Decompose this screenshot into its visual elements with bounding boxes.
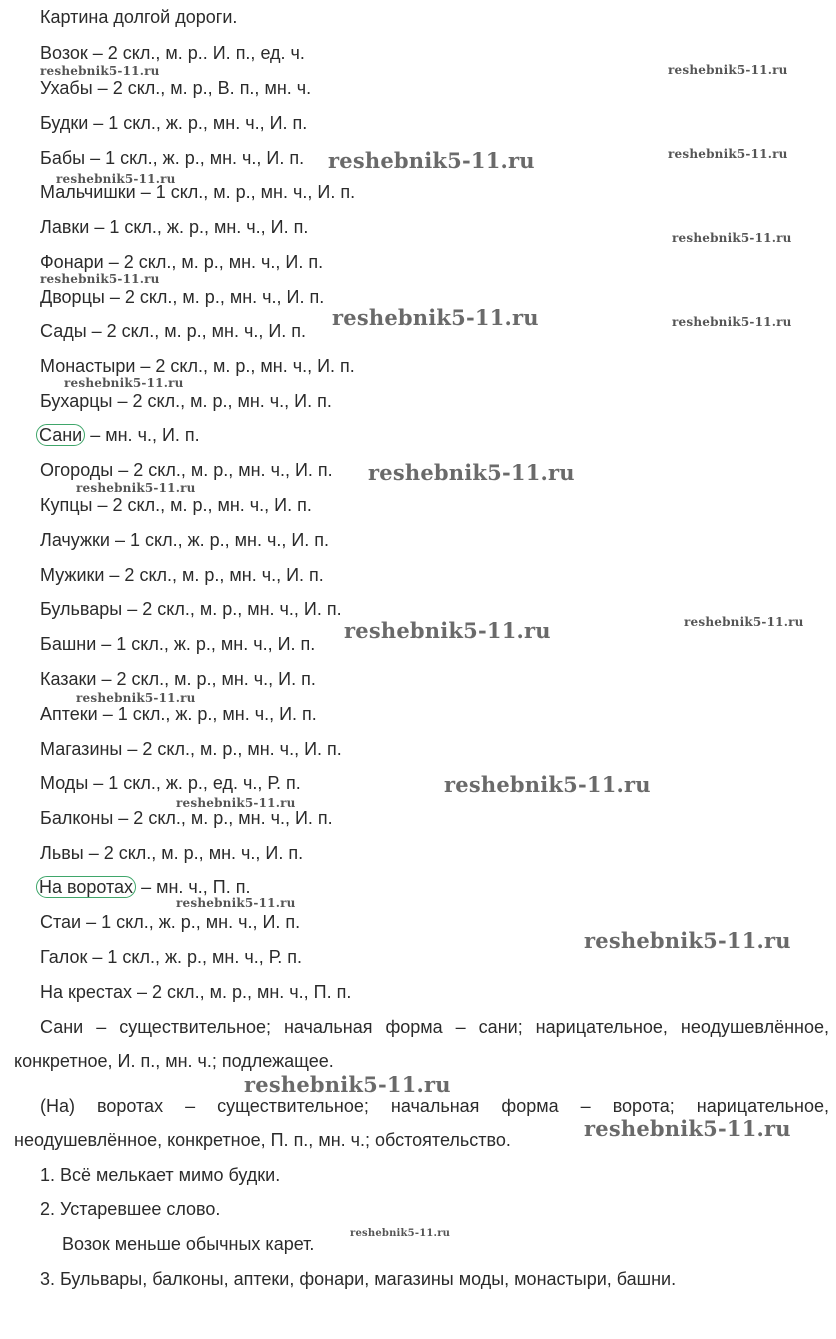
- list-item: Лачужки – 1 скл., ж. р., мн. ч., И. п.: [40, 530, 330, 550]
- watermark: reshebnik5-11.ru: [64, 376, 184, 390]
- watermark: reshebnik5-11.ru: [672, 315, 792, 329]
- list-item: Будки – 1 скл., ж. р., мн. ч., И. п.: [40, 113, 308, 133]
- list-item-text: – мн. ч., И. п.: [90, 425, 200, 445]
- list-item: Бабы – 1 скл., ж. р., мн. ч., И. п.: [40, 148, 305, 168]
- watermark: reshebnik5-11.ru: [40, 64, 160, 78]
- list-item: Лавки – 1 скл., ж. р., мн. ч., И. п.: [40, 217, 309, 237]
- watermark: reshebnik5-11.ru: [244, 1072, 451, 1097]
- list-item: Моды – 1 скл., ж. р., ед. ч., Р. п.: [40, 773, 301, 793]
- list-item: Мальчишки – 1 скл., м. р., мн. ч., И. п.: [40, 182, 356, 202]
- answer-2: 2. Устаревшее слово.: [40, 1199, 221, 1219]
- list-item: Галок – 1 скл., ж. р., мн. ч., Р. п.: [40, 947, 303, 967]
- watermark: reshebnik5-11.ru: [584, 1116, 791, 1141]
- watermark: reshebnik5-11.ru: [328, 148, 535, 173]
- list-item: Балконы – 2 скл., м. р., мн. ч., И. п.: [40, 808, 333, 828]
- list-item: Башни – 1 скл., ж. р., мн. ч., И. п.: [40, 634, 316, 654]
- list-item: Бульвары – 2 скл., м. р., мн. ч., И. п.: [40, 599, 342, 619]
- list-item: Аптеки – 1 скл., ж. р., мн. ч., И. п.: [40, 704, 317, 724]
- circled-word: На воротах: [36, 876, 136, 898]
- watermark: reshebnik5-11.ru: [40, 272, 160, 286]
- list-item: Фонари – 2 скл., м. р., мн. ч., И. п.: [40, 252, 324, 272]
- list-item: Монастыри – 2 скл., м. р., мн. ч., И. п.: [40, 356, 355, 376]
- list-item: Казаки – 2 скл., м. р., мн. ч., И. п.: [40, 669, 316, 689]
- parse-paragraph-vorota: (На) воротах – существительное; начальная форма – ворота; нарицательное, неодушевлённое, конкретное, П. п., мн. ч.; обстоятельство.: [14, 1096, 829, 1150]
- list-item: Купцы – 2 скл., м. р., мн. ч., И. п.: [40, 495, 312, 515]
- list-item: На крестах – 2 скл., м. р., мн. ч., П. п.: [40, 982, 352, 1002]
- list-item: Бухарцы – 2 скл., м. р., мн. ч., И. п.: [40, 391, 332, 411]
- watermark: reshebnik5-11.ru: [350, 1228, 451, 1239]
- watermark: reshebnik5-11.ru: [76, 481, 196, 495]
- heading: Картина долгой дороги.: [40, 7, 238, 27]
- watermark: reshebnik5-11.ru: [344, 618, 551, 643]
- list-item: [40, 876, 250, 898]
- watermark: reshebnik5-11.ru: [684, 615, 804, 629]
- watermark: reshebnik5-11.ru: [584, 928, 791, 953]
- list-item: Ухабы – 2 скл., м. р., В. п., мн. ч.: [40, 78, 312, 98]
- watermark: reshebnik5-11.ru: [368, 460, 575, 485]
- watermark: reshebnik5-11.ru: [176, 796, 296, 810]
- watermark: reshebnik5-11.ru: [332, 305, 539, 330]
- watermark: reshebnik5-11.ru: [672, 231, 792, 245]
- list-item: Дворцы – 2 скл., м. р., мн. ч., И. п.: [40, 287, 325, 307]
- list-item: Сады – 2 скл., м. р., мн. ч., И. п.: [40, 321, 307, 341]
- list-item: Мужики – 2 скл., м. р., мн. ч., И. п.: [40, 565, 324, 585]
- list-item: Львы – 2 скл., м. р., мн. ч., И. п.: [40, 843, 304, 863]
- list-item: Магазины – 2 скл., м. р., мн. ч., И. п.: [40, 739, 342, 759]
- answer-3: 3. Бульвары, балконы, аптеки, фонари, магазины моды, монастыри, башни.: [40, 1269, 677, 1289]
- watermark: reshebnik5-11.ru: [668, 63, 788, 77]
- parse-paragraph-sani: Сани – существительное; начальная форма – сани; нарицательное, неодушевлённое, конкретное, И. п., мн. ч.; подлежащее.: [14, 1017, 829, 1071]
- list-item: Огороды – 2 скл., м. р., мн. ч., И. п.: [40, 460, 333, 480]
- answer-1: 1. Всё мелькает мимо будки.: [40, 1165, 281, 1185]
- list-item: Стаи – 1 скл., ж. р., мн. ч., И. п.: [40, 912, 301, 932]
- list-item: Возок – 2 скл., м. р.. И. п., ед. ч.: [40, 43, 305, 63]
- watermark: reshebnik5-11.ru: [668, 147, 788, 161]
- list-item-text: – мн. ч., П. п.: [141, 877, 251, 897]
- circled-word: Сани: [36, 424, 85, 446]
- watermark: reshebnik5-11.ru: [444, 772, 651, 797]
- watermark: reshebnik5-11.ru: [176, 896, 296, 910]
- list-item: [40, 424, 200, 446]
- answer-2-example: Возок меньше обычных карет.: [62, 1234, 315, 1254]
- watermark: reshebnik5-11.ru: [76, 691, 196, 705]
- watermark: reshebnik5-11.ru: [56, 172, 176, 186]
